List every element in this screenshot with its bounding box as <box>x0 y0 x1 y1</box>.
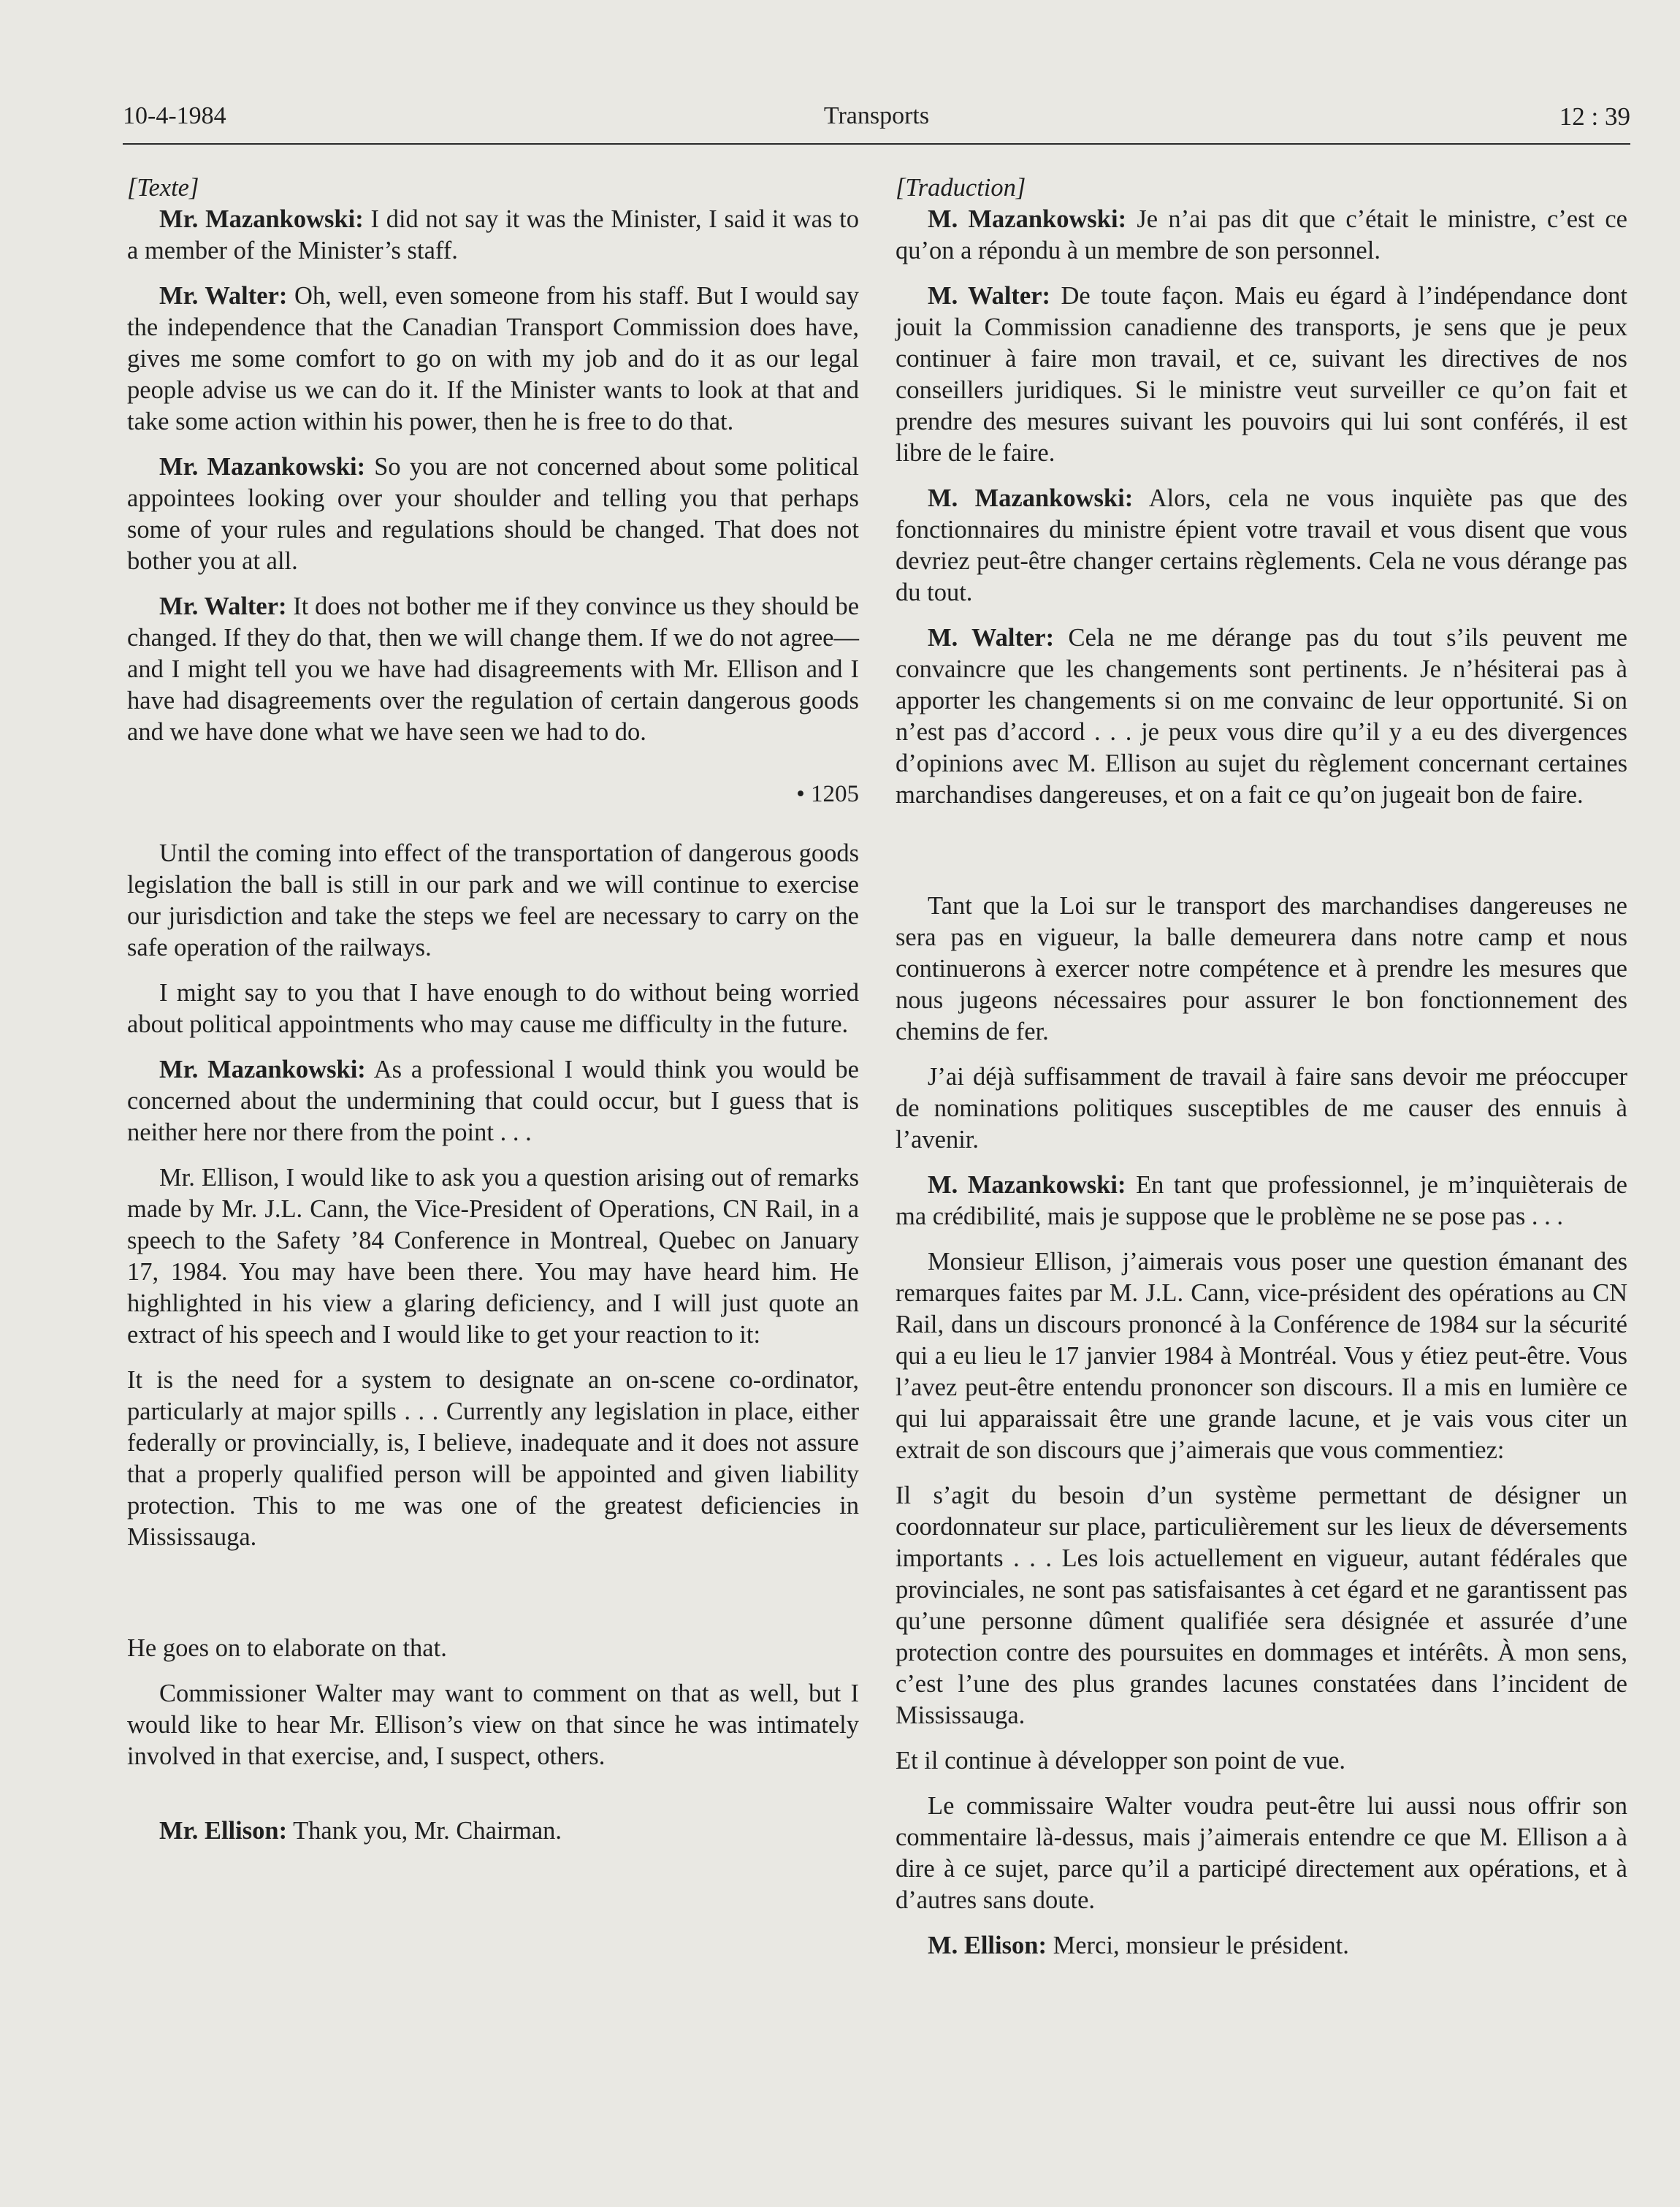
block-quote: Il s’agit du besoin d’un système permettant de désigner un coordonnateur sur place, particulièrement sur les lieux de déversements importants . . . Les lois actuellement en vigueur, autant fédérales que provinciales, ne sont pas satisfaisantes à cet égard et ne garantissent pas qu’une personne dûment qualifiée sera désignée et assurée d’une protection contre des poursuites en dommages et intérêts. À mon sens, c’est l’une des plus grandes lacunes constatées dans l’incident de Mississauga. <box>896 1482 1627 1729</box>
paragraph: J’ai déjà suffisamment de travail à faire sans devoir me préoccuper de nominations politiques susceptibles de me causer des ennuis à l’avenir. <box>896 1063 1627 1154</box>
translation-label: [Traduction] <box>896 174 1026 202</box>
paragraph-text: It does not bother me if they convince us they should be changed. If they do that, then we will change them. If we do not agree—and I might tell you we have had disagreements with Mr. Ellison and I have had disagreements over the regulation of certain dangerous goods and we have done what we have seen we had to do. <box>127 592 860 746</box>
english-column <box>127 172 859 1861</box>
paragraph <box>896 483 1627 609</box>
paragraph <box>127 281 859 438</box>
spacer <box>127 1567 859 1633</box>
page-header <box>123 102 1630 139</box>
header-title: Transports <box>823 102 930 129</box>
paragraph-text: En tant que professionnel, je m’inquièterais de ma crédibilité, mais je suppose que le problème ne se pose pas . . . <box>896 1171 1627 1230</box>
speaker-name: Mr. Ellison: <box>159 1817 288 1845</box>
speaker-name: Mr. Walter: <box>159 282 288 310</box>
paragraph: Monsieur Ellison, j’aimerais vous poser une question émanant des remarques faites par M. J.L. Cann, vice-président des opérations au CN Rail, dans un discours prononcé à la Conférence de 1984 sur la sécurité qui a eu lieu le 17 janvier 1984 à Montréal. Vous y étiez peut-être. Vous l’avez peut-être entendu prononcer son discours. Il a mis en lumière ce qui lui apparaissait être une grande lacune, et je vais vous citer un extrait de son discours que j’aimerais que vous commentiez: <box>896 1248 1627 1464</box>
paragraph-text: As a professional I would think you would be concerned about the undermining that could occur, but I guess that is neither here nor there from the point . . . <box>127 1056 859 1146</box>
header-date: 10-4-1984 <box>123 102 226 129</box>
speaker-name: Mr. Walter: <box>159 592 287 620</box>
paragraph-text: Je n’ai pas dit que c’était le ministre, c’est ce qu’on a répondu à un membre de son personnel. <box>896 205 1627 264</box>
paragraph-text: Merci, monsieur le président. <box>1046 1932 1349 1959</box>
speaker-name: M. Walter: <box>928 624 1055 652</box>
paragraph-text: I did not say it was the Minister, I said it was to a member of the Minister’s staff. <box>127 205 860 264</box>
speaker-name: M. Walter: <box>928 282 1051 310</box>
paragraph <box>896 622 1627 811</box>
paragraph: I might say to you that I have enough to do without being worried about political appointments who may cause me difficulty in the future. <box>127 979 859 1038</box>
paragraph <box>896 1170 1627 1232</box>
paragraph-text: Cela ne me dérange pas du tout s’ils peuvent me convaincre que les changements sont pertinents. Je n’hésiterai pas à apporter les changements si on me convainc de leur opportunité. Si on n’est pas d’accord . . . je peux vous dire qu’il y a eu des divergences d’opinions avec M. Ellison au sujet du règlement concernant certaines marchandises dangereuses, et on a fait ce qu’on jugeait bon de faire. <box>896 624 1627 809</box>
paragraph <box>127 1054 859 1148</box>
paragraph: Tant que la Loi sur le transport des marchandises dangereuses ne sera pas en vigueur, la balle demeurera dans notre camp et nous continuerons à exercer notre compétence et à prendre les mesures que nous jugeons nécessaires pour assurer le bon fonctionnement des chemins de fer. <box>896 892 1627 1045</box>
speaker-name: M. Mazankowski: <box>928 484 1134 512</box>
paragraph-text: Thank you, Mr. Chairman. <box>287 1817 562 1845</box>
speaker-name: M. Mazankowski: <box>928 1171 1126 1199</box>
paragraph: Le commissaire Walter voudra peut-être lui aussi nous offrir son commentaire là-dessus, mais j’aimerais entendre ce que M. Ellison a à dire à ce sujet, parce qu’il a participé directement aux opérations, et à d’autres sans doute. <box>896 1792 1627 1914</box>
paragraph: Et il continue à développer son point de vue. <box>896 1747 1346 1775</box>
paragraph <box>127 591 859 748</box>
paragraph <box>127 451 859 577</box>
paragraph <box>896 1930 1627 1962</box>
french-column <box>896 172 1627 1975</box>
paragraph-text: Alors, cela ne vous inquiète pas que des fonctionnaires du ministre épient votre travail et vous disent que vous devriez peut-être changer certains règlements. Cela ne vous dérange pas du tout. <box>896 484 1627 606</box>
paragraph: Until the coming into effect of the transportation of dangerous goods legislation the ball is still in our park and we will continue to exercise our jurisdiction and take the steps we feel are necessary to carry on the safe operation of the railways. <box>127 839 859 961</box>
paragraph-text: So you are not concerned about some political appointees looking over your shoulder and telling you that perhaps some of your rules and regulations should be changed. That does not bother you at all. <box>127 453 859 575</box>
timestamp: • 1205 <box>796 781 859 807</box>
header-rule <box>123 143 1630 145</box>
speaker-name: Mr. Mazankowski: <box>159 1056 366 1083</box>
header-page-number: 12 : 39 <box>1559 102 1630 131</box>
paragraph-text: De toute façon. Mais eu égard à l’indépendance dont jouit la Commission canadienne des transports, je sens que je peux continuer à faire mon travail, et ce, suivant les directives de nos conseillers juridiques. Si le ministre veut surveiller ce qu’on fait et prendre des mesures suivant les pouvoirs qui lui sont conférés, il est libre de le faire. <box>896 282 1627 467</box>
text-label: [Texte] <box>127 174 199 202</box>
paragraph: Mr. Ellison, I would like to ask you a question arising out of remarks made by Mr. J.L. Cann, the Vice-President of Operations, CN Rail, in a speech to the Safety ’84 Conference in Montreal, Quebec on January 17, 1984. You may have been there. You may have heard him. He highlighted in his view a glaring deficiency, and I will just quote an extract of his speech and I would like to get your reaction to it: <box>127 1164 859 1349</box>
paragraph: Commissioner Walter may want to comment on that as well, but I would like to hear Mr. Ellison’s view on that since he was intimately involved in that exercise, and, I suspect, others. <box>127 1680 859 1770</box>
paragraph-text: Oh, well, even someone from his staff. But I would say the independence that the Canadian Transport Commission does have, gives me some comfort to go on with my job and do it as our legal people advise us we can do it. If the Minister wants to look at that and take some action within his power, then he is free to do that. <box>127 282 859 435</box>
paragraph: He goes on to elaborate on that. <box>127 1634 447 1662</box>
paragraph <box>896 281 1627 469</box>
speaker-name: Mr. Mazankowski: <box>159 453 366 481</box>
paragraph <box>896 204 1627 267</box>
paragraph <box>127 204 859 267</box>
block-quote: It is the need for a system to designate an on-scene co-ordinator, particularly at major spills . . . Currently any legislation in place, either federally or provincially, is, I believe, inadequate and it does not assure that a properly qualified person will be appointed and given liability protection. This to me was one of the greatest deficiencies in Mississauga. <box>127 1366 859 1551</box>
speaker-name: Mr. Mazankowski: <box>159 205 364 233</box>
speaker-name: M. Ellison: <box>928 1932 1047 1959</box>
spacer <box>896 825 1627 891</box>
paragraph <box>127 1815 859 1847</box>
speaker-name: M. Mazankowski: <box>928 205 1127 233</box>
spacer <box>127 1786 859 1815</box>
